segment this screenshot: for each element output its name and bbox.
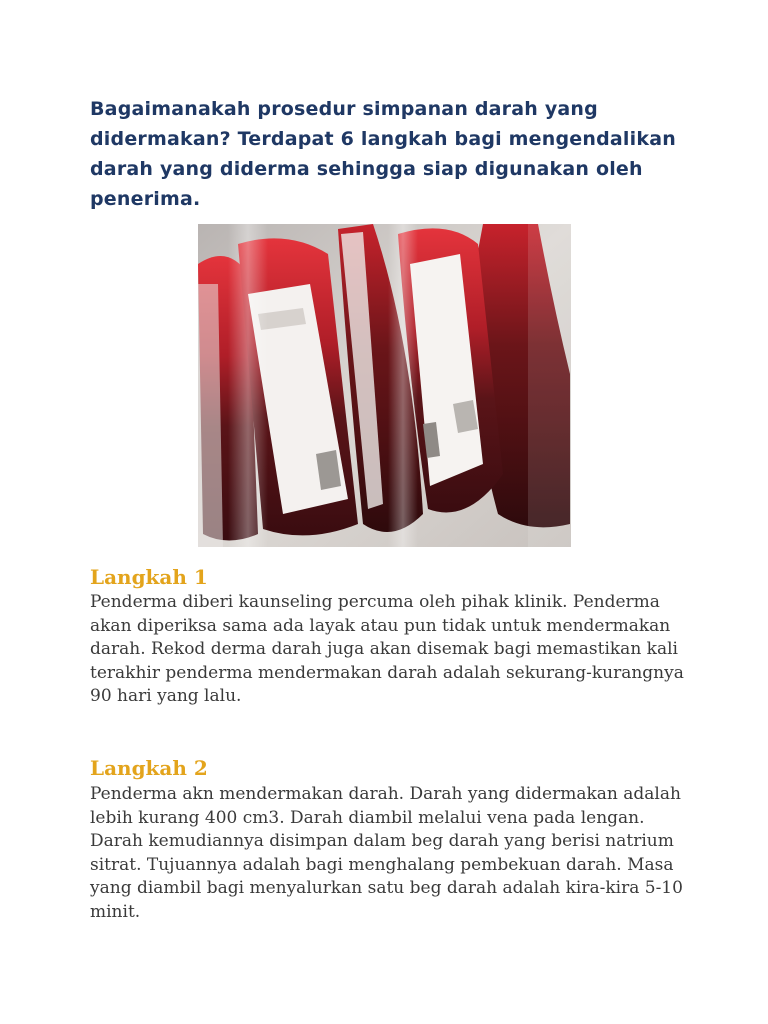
step-2-body: Penderma akn mendermakan darah. Darah yang didermakan adalah lebih kurang 400 cm3. Darah diambil melalui vena pada lengan. Darah kemudiannya disimpan dalam beg darah yang berisi natrium sitrat. Tujuannya adalah bagi menghalang pembekuan darah. Masa yang diambil bagi menyalurkan satu beg darah adalah kira-kira 5-10 minit.	[90, 784, 683, 922]
step-2-heading: Langkah 2	[90, 756, 208, 780]
step-1-body: Penderma diberi kaunseling percuma oleh pihak klinik. Penderma akan diperiksa sama ada layak atau pun tidak untuk mendermakan darah. Rekod derma darah juga akan disemak bagi memastikan kali terakhir penderma mendermakan darah adalah sekurang-kurangnya 90 hari yang lalu.	[90, 592, 684, 706]
step-1-heading: Langkah 1	[90, 565, 208, 589]
blood-bags-photo	[198, 224, 571, 547]
intro-text: Bagaimanakah prosedur simpanan darah yang didermakan? Terdapat 6 langkah bagi mengendalikan darah yang diderma sehingga siap digunakan oleh penerima.	[90, 98, 676, 210]
